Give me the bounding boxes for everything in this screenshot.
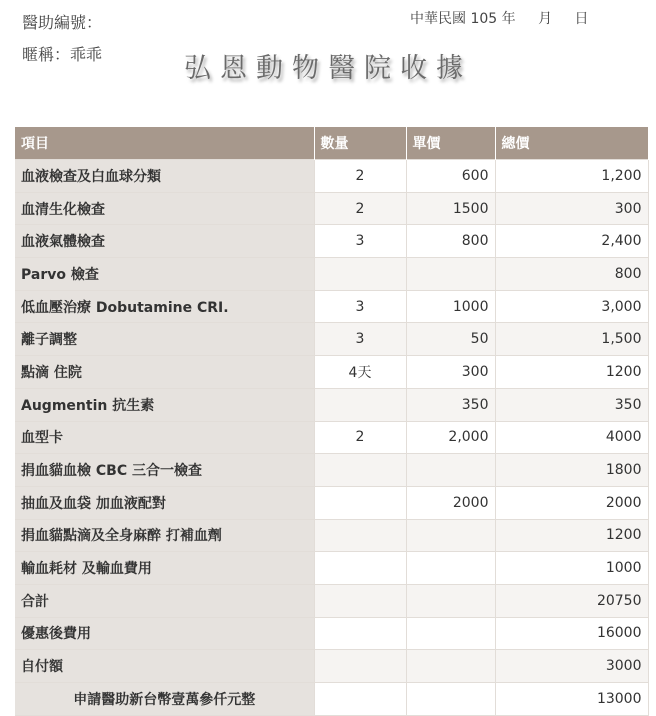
unit-price-cell	[406, 519, 495, 552]
qty-cell: 4天	[314, 356, 406, 389]
nickname-label: 暱稱：乖乖	[22, 45, 103, 64]
table-row	[15, 683, 648, 716]
column-header-unit-price: 單價	[406, 127, 495, 160]
table-row	[15, 388, 648, 421]
table-row	[15, 421, 648, 454]
qty-cell: 3	[314, 323, 406, 356]
total-cell: 2000	[495, 486, 648, 519]
receipt-date	[410, 8, 607, 28]
total-cell: 1,200	[495, 160, 648, 193]
column-header-qty: 數量	[314, 127, 406, 160]
total-cell: 350	[495, 388, 648, 421]
qty-cell	[314, 519, 406, 552]
qty-cell	[314, 258, 406, 291]
qty-cell	[314, 552, 406, 585]
unit-price-cell	[406, 454, 495, 487]
item-cell: 血液檢查及白血球分類	[15, 160, 314, 193]
item-cell: 合計	[15, 584, 314, 617]
table-row	[15, 650, 648, 683]
item-cell: 血型卡	[15, 421, 314, 454]
total-cell: 3,000	[495, 290, 648, 323]
unit-price-cell: 350	[406, 388, 495, 421]
item-cell: 點滴 住院	[15, 356, 314, 389]
item-cell: 捐血貓血檢 CBC 三合一檢查	[15, 454, 314, 487]
unit-price-cell	[406, 258, 495, 291]
qty-cell	[314, 617, 406, 650]
item-cell: 自付額	[15, 650, 314, 683]
table-row	[15, 160, 648, 193]
item-cell: 申請醫助新台幣壹萬參仟元整	[15, 683, 314, 716]
total-cell: 16000	[495, 617, 648, 650]
item-cell: 低血壓治療 Dobutamine CRI.	[15, 290, 314, 323]
table-row	[15, 486, 648, 519]
item-cell: Parvo 檢查	[15, 258, 314, 291]
table-row	[15, 552, 648, 585]
total-cell: 1200	[495, 519, 648, 552]
column-header-total: 總價	[495, 127, 648, 160]
qty-cell: 2	[314, 421, 406, 454]
date-year: 中華民國 105 年	[410, 11, 516, 27]
unit-price-cell: 2,000	[406, 421, 495, 454]
total-cell: 300	[495, 192, 648, 225]
table-row	[15, 225, 648, 258]
receipt-table	[15, 127, 649, 716]
table-row	[15, 192, 648, 225]
unit-price-cell	[406, 584, 495, 617]
unit-price-cell	[406, 650, 495, 683]
qty-cell	[314, 650, 406, 683]
table-row	[15, 258, 648, 291]
total-cell: 13000	[495, 683, 648, 716]
item-cell: Augmentin 抗生素	[15, 388, 314, 421]
qty-cell	[314, 584, 406, 617]
table-row	[15, 519, 648, 552]
date-day: 日	[574, 11, 589, 27]
unit-price-cell: 600	[406, 160, 495, 193]
qty-cell	[314, 454, 406, 487]
qty-cell: 2	[314, 160, 406, 193]
qty-cell: 3	[314, 225, 406, 258]
unit-price-cell: 300	[406, 356, 495, 389]
table-row	[15, 356, 648, 389]
item-cell: 血清生化檢查	[15, 192, 314, 225]
total-cell: 800	[495, 258, 648, 291]
table-row	[15, 323, 648, 356]
total-cell: 2,400	[495, 225, 648, 258]
unit-price-cell: 2000	[406, 486, 495, 519]
total-cell: 1000	[495, 552, 648, 585]
unit-price-cell: 50	[406, 323, 495, 356]
unit-price-cell	[406, 683, 495, 716]
table-row	[15, 584, 648, 617]
qty-cell: 2	[314, 192, 406, 225]
table-header-row	[15, 127, 648, 160]
qty-cell	[314, 486, 406, 519]
table-row	[15, 290, 648, 323]
item-cell: 血液氣體檢查	[15, 225, 314, 258]
item-cell: 捐血貓點滴及全身麻醉 打補血劑	[15, 519, 314, 552]
page-title: 弘恩動物醫院收據	[184, 53, 472, 84]
unit-price-cell	[406, 552, 495, 585]
total-cell: 3000	[495, 650, 648, 683]
total-cell: 4000	[495, 421, 648, 454]
total-cell: 1,500	[495, 323, 648, 356]
total-cell: 20750	[495, 584, 648, 617]
item-cell: 優惠後費用	[15, 617, 314, 650]
qty-cell	[314, 683, 406, 716]
total-cell: 1800	[495, 454, 648, 487]
qty-cell	[314, 388, 406, 421]
item-cell: 抽血及血袋 加血液配對	[15, 486, 314, 519]
unit-price-cell: 800	[406, 225, 495, 258]
qty-cell: 3	[314, 290, 406, 323]
date-month: 月	[538, 11, 553, 27]
unit-price-cell: 1500	[406, 192, 495, 225]
item-cell: 輸血耗材 及輸血費用	[15, 552, 314, 585]
total-cell: 1200	[495, 356, 648, 389]
hospital-id-label: 醫助編號：	[22, 13, 103, 32]
unit-price-cell: 1000	[406, 290, 495, 323]
unit-price-cell	[406, 617, 495, 650]
item-cell: 離子調整	[15, 323, 314, 356]
table-row	[15, 454, 648, 487]
table-row	[15, 617, 648, 650]
column-header-item: 項目	[15, 127, 314, 160]
